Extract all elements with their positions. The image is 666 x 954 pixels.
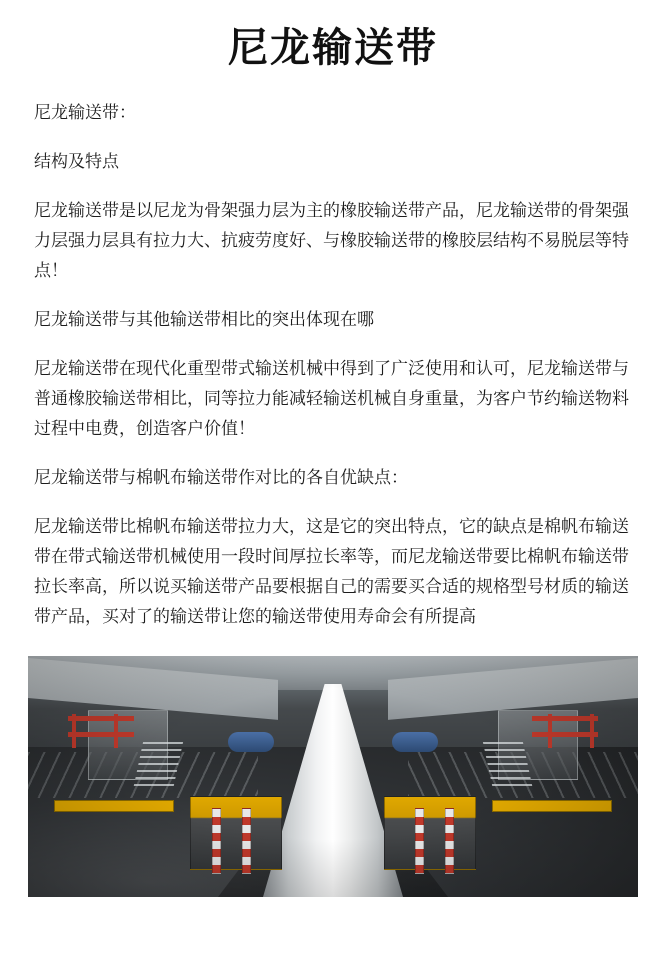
photo-striped-pole xyxy=(445,808,454,874)
product-photo xyxy=(28,656,638,897)
paragraph: 结构及特点 xyxy=(34,152,119,172)
photo-railing-post xyxy=(590,714,594,748)
paragraph: 尼龙输送带： xyxy=(34,103,136,123)
photo-drum-left xyxy=(228,732,274,752)
photo-railing xyxy=(532,716,598,721)
article-body xyxy=(34,98,632,632)
photo-striped-pole xyxy=(212,808,221,874)
photo-scene xyxy=(28,656,638,897)
photo-striped-pole xyxy=(242,808,251,874)
document-page xyxy=(0,24,666,954)
page-title: 尼龙输送带 xyxy=(228,25,438,71)
paragraph: 尼龙输送带与棉帆布输送带作对比的各自优缺点： xyxy=(34,468,408,488)
photo-striped-pole xyxy=(415,808,424,874)
paragraph: 尼龙输送带与其他输送带相比的突出体现在哪 xyxy=(34,310,374,330)
photo-railing xyxy=(68,732,134,737)
photo-barrier-left xyxy=(54,800,174,812)
photo-drum-right xyxy=(392,732,438,752)
paragraph: 尼龙输送带在现代化重型带式输送机械中得到了广泛使用和认可，尼龙输送带与普通橡胶输送带相比，同等拉力能减轻输送机械自身重量，为客户节约输送物料过程中电费，创造客户价值！ xyxy=(34,359,629,439)
photo-railing xyxy=(68,716,134,721)
photo-railing-post xyxy=(72,714,76,748)
photo-railing xyxy=(532,732,598,737)
photo-railing-post xyxy=(548,714,552,748)
photo-barrier-right xyxy=(492,800,612,812)
photo-railing-post xyxy=(114,714,118,748)
photo-machine-right xyxy=(384,796,476,870)
photo-machine-left xyxy=(190,796,282,870)
paragraph: 尼龙输送带是以尼龙为骨架强力层为主的橡胶输送带产品，尼龙输送带的骨架强力层强力层具有拉力大、抗疲劳度好、与橡胶输送带的橡胶层结构不易脱层等特点！ xyxy=(34,201,629,281)
paragraph: 尼龙输送带比棉帆布输送带拉力大，这是它的突出特点，它的缺点是棉帆布输送带在带式输送带机械使用一段时间厚拉长率等，而尼龙输送带要比棉帆布输送带拉长率高，所以说买输送带产品要根据自己的需要买合适的规格型号材质的输送带产品，买对了的输送带让您的输送带使用寿命会有所提高 xyxy=(34,517,629,627)
